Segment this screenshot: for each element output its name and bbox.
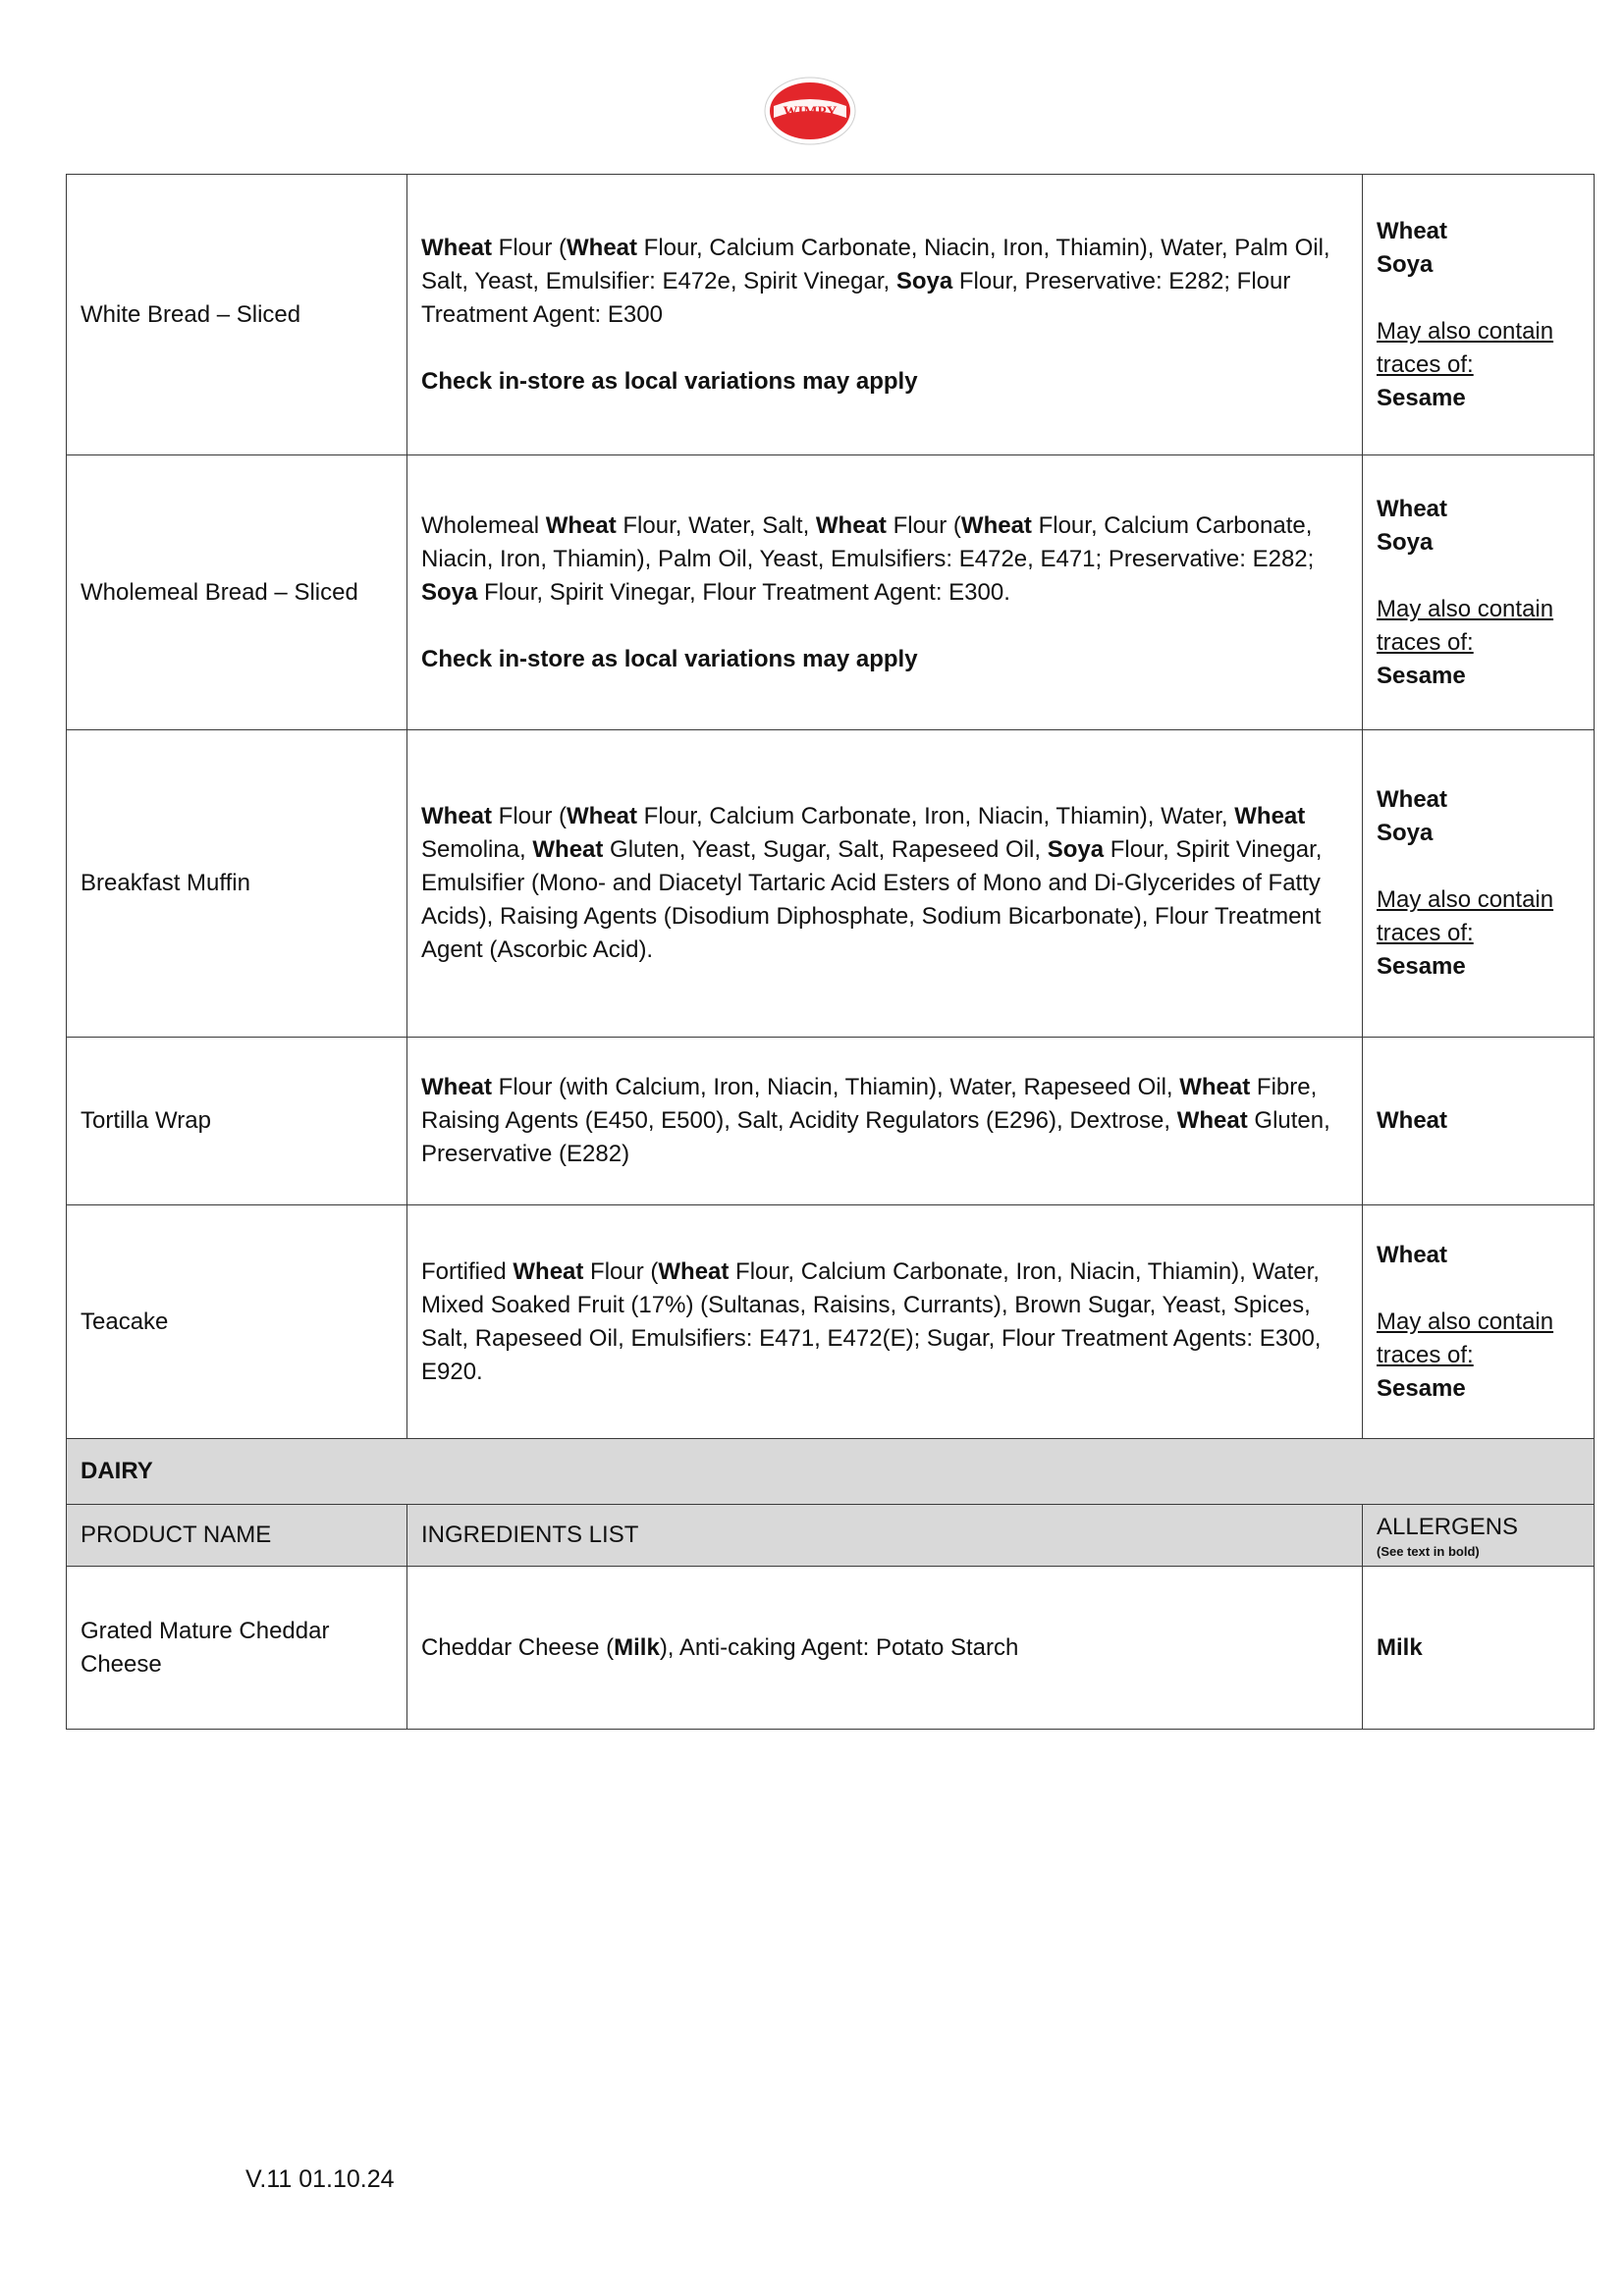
ingredient-text: Flour ( — [492, 803, 568, 829]
allergen-highlight: Soya — [421, 578, 478, 606]
trace-item: Sesame — [1377, 662, 1466, 689]
header-product: PRODUCT NAME — [67, 1505, 407, 1567]
allergens-cell — [1363, 1205, 1595, 1439]
header-allergens — [1363, 1505, 1595, 1567]
local-variation-note: Check in-store as local variations may apply — [421, 367, 918, 395]
ingredient-text: Flour, Calcium Carbonate, Niacin, Iron, Thiamin), Palm Oil, Yeast, Emulsifiers: E472e, E471; Preservative: E282; — [421, 511, 1315, 572]
allergen-item: Soya — [1377, 528, 1434, 556]
spacer — [1377, 850, 1580, 883]
allergen-item: Wheat — [1377, 786, 1447, 813]
product-name: White Bread – Sliced — [67, 175, 407, 455]
table-row — [67, 1038, 1595, 1205]
ingredient-text: Gluten, Yeast, Sugar, Salt, Rapeseed Oil, — [603, 836, 1048, 863]
ingredient-text: Flour, Spirit Vinegar, Emulsifier (Mono- and Diacetyl Tartaric Acid Esters of Mono and Di-Glycerides of Fatty Acids), Raising Agents (Disodium Diphosphate, Sodium Bicarbonate), Flour Treatment Agent (Ascorbic Acid). — [421, 836, 1323, 963]
allergen-highlight: Wheat — [1176, 1107, 1248, 1134]
header-allergens-sub: (See text in bold) — [1377, 1544, 1480, 1559]
ingredient-text: Semolina, — [421, 836, 533, 863]
allergen-highlight: Wheat — [421, 234, 492, 261]
bakery-rows — [67, 175, 1595, 1439]
traces-label: May also contain — [1377, 886, 1554, 913]
allergens-cell — [1363, 1038, 1595, 1205]
logo-text: WIMPY — [783, 104, 838, 120]
spacer — [1377, 282, 1580, 315]
product-name: Grated Mature Cheddar Cheese — [67, 1567, 407, 1730]
trace-item: Sesame — [1377, 953, 1466, 980]
dairy-rows — [67, 1567, 1595, 1730]
ingredients-text — [421, 1071, 1348, 1171]
product-name: Teacake — [67, 1205, 407, 1439]
table-header — [67, 1505, 1595, 1567]
ingredient-text: Flour, Water, Salt, — [616, 511, 816, 539]
ingredient-text: ), Anti-caking Agent: Potato Starch — [659, 1633, 1019, 1661]
traces-label: traces of: — [1377, 628, 1474, 656]
ingredient-text: Flour (with Calcium, Iron, Niacin, Thiamin), Water, Rapeseed Oil, — [492, 1074, 1180, 1100]
table-row — [67, 730, 1595, 1038]
traces-label: May also contain — [1377, 595, 1554, 622]
allergen-highlight: Wheat — [1234, 803, 1306, 829]
allergen-highlight: Wheat — [513, 1257, 584, 1285]
traces-label: May also contain — [1377, 1308, 1554, 1335]
ingredient-text: Flour, Calcium Carbonate, Iron, Niacin, Thiamin), Water, — [637, 803, 1235, 829]
trace-item: Sesame — [1377, 384, 1466, 411]
allergen-highlight: Milk — [614, 1633, 660, 1661]
ingredient-text: Flour ( — [583, 1257, 659, 1285]
trace-item: Sesame — [1377, 1374, 1466, 1402]
allergen-item: Wheat — [1377, 217, 1447, 244]
allergen-highlight: Wheat — [815, 511, 887, 539]
allergen-highlight: Wheat — [421, 803, 492, 829]
spacer — [1377, 1272, 1580, 1306]
ingredients-cell — [407, 175, 1363, 455]
dairy-section — [67, 1439, 1595, 1567]
ingredients-cell — [407, 1567, 1363, 1730]
ingredients-text — [421, 509, 1348, 610]
ingredient-text: Fortified — [421, 1257, 514, 1285]
ingredients-cell — [407, 1205, 1363, 1439]
allergen-item: Milk — [1377, 1633, 1423, 1661]
table-row — [67, 1567, 1595, 1730]
product-name: Tortilla Wrap — [67, 1038, 407, 1205]
local-variation-note: Check in-store as local variations may apply — [421, 645, 918, 672]
ingredient-text: Flour, Calcium Carbonate, Niacin, Iron, Thiamin), Water, Palm Oil, Salt, Yeast, Emulsifier: E472e, Spirit Vinegar, — [421, 234, 1330, 294]
allergens-cell — [1363, 175, 1595, 455]
ingredient-text: Wholemeal — [421, 511, 546, 539]
product-name: Breakfast Muffin — [67, 730, 407, 1038]
ingredient-text: Cheddar Cheese ( — [421, 1633, 615, 1661]
allergen-item: Wheat — [1377, 1107, 1447, 1134]
spacer — [1377, 560, 1580, 593]
header-allergens-label: ALLERGENS — [1377, 1514, 1519, 1540]
ingredient-text: Flour, Calcium Carbonate, Iron, Niacin, Thiamin), Water, Mixed Soaked Fruit (17%) (Sultanas, Raisins, Currants), Brown Sugar, Yeast, Spices, Salt, Rapeseed Oil, Emulsifiers: E471, E472(E); Sugar, Flour Treatment Agents: E300, E920. — [421, 1257, 1322, 1385]
wimpy-logo — [764, 77, 856, 145]
table-row — [67, 455, 1595, 730]
allergen-item: Soya — [1377, 820, 1434, 846]
allergen-highlight: Wheat — [421, 1074, 492, 1100]
ingredients-cell — [407, 1038, 1363, 1205]
allergen-highlight: Soya — [895, 267, 953, 294]
table-row — [67, 175, 1595, 455]
table-row — [67, 1205, 1595, 1439]
ingredients-text — [421, 1255, 1348, 1389]
ingredients-text — [421, 232, 1348, 332]
allergens-cell — [1363, 455, 1595, 730]
version-footer: V.11 01.10.24 — [245, 2165, 395, 2193]
ingredients-cell — [407, 730, 1363, 1038]
traces-label: traces of: — [1377, 920, 1474, 946]
ingredient-text: Gluten, Preservative (E282) — [421, 1107, 1330, 1167]
section-row — [67, 1439, 1595, 1505]
allergen-item: Wheat — [1377, 495, 1447, 522]
traces-label: traces of: — [1377, 1341, 1474, 1368]
ingredient-text: Fibre, Raising Agents (E450, E500), Salt, Acidity Regulators (E296), Dextrose, — [421, 1074, 1318, 1134]
ingredient-text: Flour, Preservative: E282; Flour Treatment Agent: E300 — [421, 267, 1291, 328]
section-title: DAIRY — [67, 1439, 1595, 1505]
allergens-cell — [1363, 1567, 1595, 1730]
allergen-highlight: Wheat — [1179, 1074, 1251, 1100]
allergen-highlight: Wheat — [658, 1257, 730, 1285]
traces-label: traces of: — [1377, 350, 1474, 378]
allergen-highlight: Wheat — [532, 836, 604, 863]
header-ingredients: INGREDIENTS LIST — [407, 1505, 1363, 1567]
allergen-highlight: Wheat — [567, 803, 638, 829]
traces-label: May also contain — [1377, 317, 1554, 345]
ingredients-text — [421, 800, 1348, 967]
allergen-table — [66, 174, 1595, 1730]
allergen-highlight: Wheat — [567, 234, 638, 261]
product-name: Wholemeal Bread – Sliced — [67, 455, 407, 730]
ingredient-text: Flour, Spirit Vinegar, Flour Treatment Agent: E300. — [477, 578, 1010, 606]
ingredient-text: Flour ( — [492, 234, 568, 261]
allergen-highlight: Soya — [1047, 836, 1105, 863]
allergen-highlight: Wheat — [960, 511, 1032, 539]
allergen-item: Wheat — [1377, 1241, 1447, 1268]
allergen-item: Soya — [1377, 250, 1434, 278]
allergens-cell — [1363, 730, 1595, 1038]
ingredients-cell — [407, 455, 1363, 730]
ingredients-text — [421, 1631, 1348, 1665]
ingredient-text: Flour ( — [886, 511, 961, 539]
allergen-highlight: Wheat — [545, 511, 617, 539]
